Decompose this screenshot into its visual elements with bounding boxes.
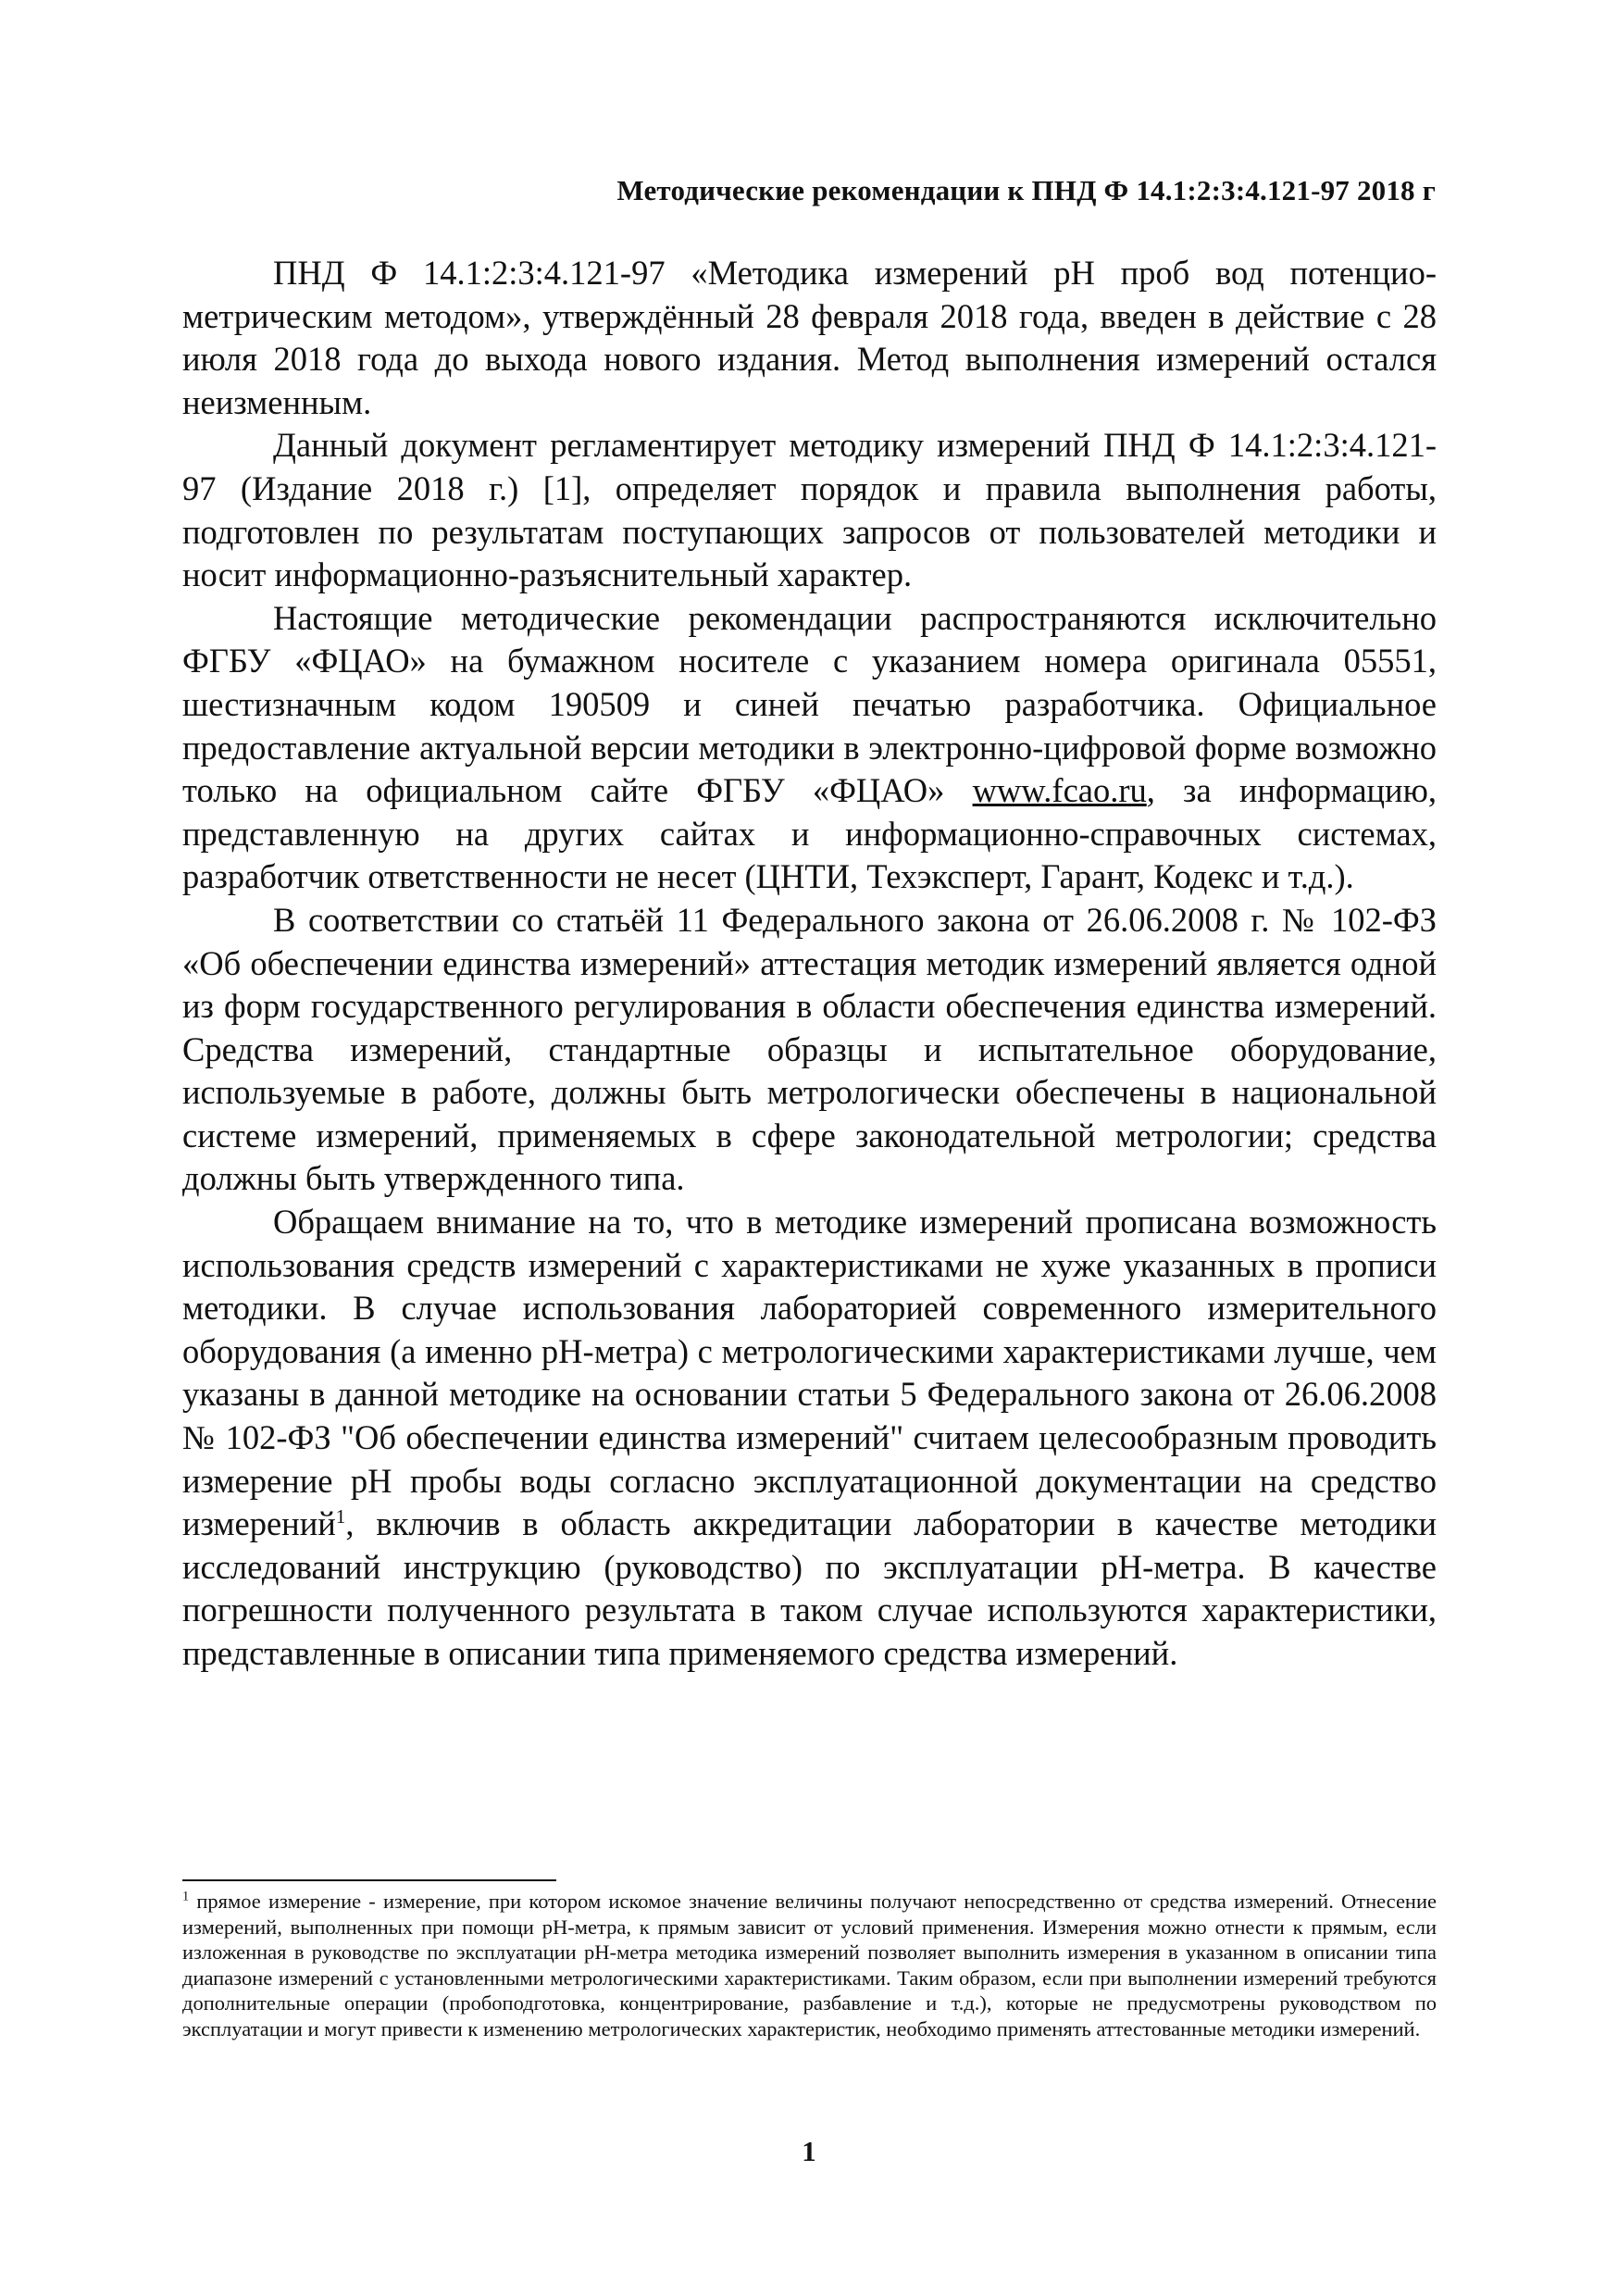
paragraph-distribution-text-2: , за информацию, представленную на других сайтах и информационно-справочных системах, разработчик ответственности не несет (ЦНТИ, Техэксперт, Гарант, Кодекс и т.д.).: [182, 771, 1437, 896]
paragraph-attention-text-1: Обращаем внимание на то, что в методике измерений прописана возможность использования средств измерений с характеристиками не хуже указанных в прописи методики. В случае использования лабораторией современного измерительного оборудования (а именно рН-метра) с метрологическими характеристиками лучше, чем указаны в данной методике на основании статьи 5 Федерального закона от 26.06.2008 № 102-ФЗ "Об обеспечении единства измерений" считаем целесообразным проводить измерение рН пробы воды согласно эксплуатационной документации на средство измерений: [182, 1203, 1437, 1543]
paragraph-attention-text-2: , включив в область аккредитации лаборатории в качестве методики исследований инструкцию (руководство) по эксплуатации рН-метра. В качестве погрешности полученного результата в таком случае используются характеристики, представленные в описании типа применяемого средства измерений.: [182, 1504, 1437, 1672]
footnote-marker: 1: [182, 1889, 190, 1904]
footnote-divider: [182, 1879, 556, 1881]
paragraph-scope: Данный документ регламентирует методику измерений ПНД Ф 14.1:2:3:4.121-97 (Издание 2018 г.) [1], определяет порядок и правила выполнения работы, подготовлен по результатам поступающих запросов от пользователей методики и носит информационно-разъяснительный характер.: [182, 426, 1437, 594]
main-text: [182, 252, 1437, 1676]
paragraph-distribution: [182, 597, 1437, 899]
paragraph-intro: ПНД Ф 14.1:2:3:4.121-97 «Методика измерений рН проб вод потенциометрическим методом», утверждённый 28 февраля 2018 года, введен в действие с 28 июля 2018 года до выхода нового издания. Метод выполнения измерений остался неизменным.: [182, 254, 1437, 421]
running-header: Методические рекомендации к ПНД Ф 14.1:2:3:4.121-97 2018 г: [616, 174, 1436, 206]
fcao-website-link[interactable]: www.fcao.ru: [972, 771, 1147, 810]
footnote-reference[interactable]: 1: [335, 1505, 346, 1529]
paragraph-attention: [182, 1201, 1437, 1676]
footnote: [182, 1889, 1437, 2042]
footnote-text: прямое измерение - измерение, при котором искомое значение величины получают непосредственно от средства измерений. Отнесение измерений, выполненных при помощи рН-метра, к прямым зависит от условий применения. Измерения можно отнести к прямым, если изложенная в руководстве по эксплуатации рН-метра методика измерений позволяет выполнить измерения в указанном в описании типа диапазоне измерений с установленными метрологическими характеристиками. Таким образом, если при выполнении измерений требуются дополнительные операции (пробоподготовка, концентрирование, разбавление и т.д.), которые не предусмотрены руководством по эксплуатации и могут привести к изменению метрологических характеристик, необходимо применять аттестованные методики измерений.: [182, 1890, 1437, 2040]
paragraph-federal-law: В соответствии со статьёй 11 Федерального закона от 26.06.2008 г. № 102-ФЗ «Об обеспечении единства измерений» аттестация методик измерений является одной из форм государственного регулирования в области обеспечения единства измерений. Средства измерений, стандартные образцы и испытательное оборудование, используемые в работе, должны быть метрологически обеспечены в национальной системе измерений, применяемых в сфере законодательной метрологии; средства должны быть утвержденного типа.: [182, 900, 1437, 1198]
page-number: 1: [802, 2135, 816, 2167]
paragraph-distribution-text-1: Настоящие методические рекомендации распространяются исключительно ФГБУ «ФЦАО» на бумажном носителе с указанием номера оригинала 05551, шестизначным кодом 190509 и синей печатью разработчика. Официальное предоставление актуальной версии методики в электронно-цифровой форме возможно только на официальном сайте ФГБУ «ФЦАО»: [182, 598, 1437, 810]
